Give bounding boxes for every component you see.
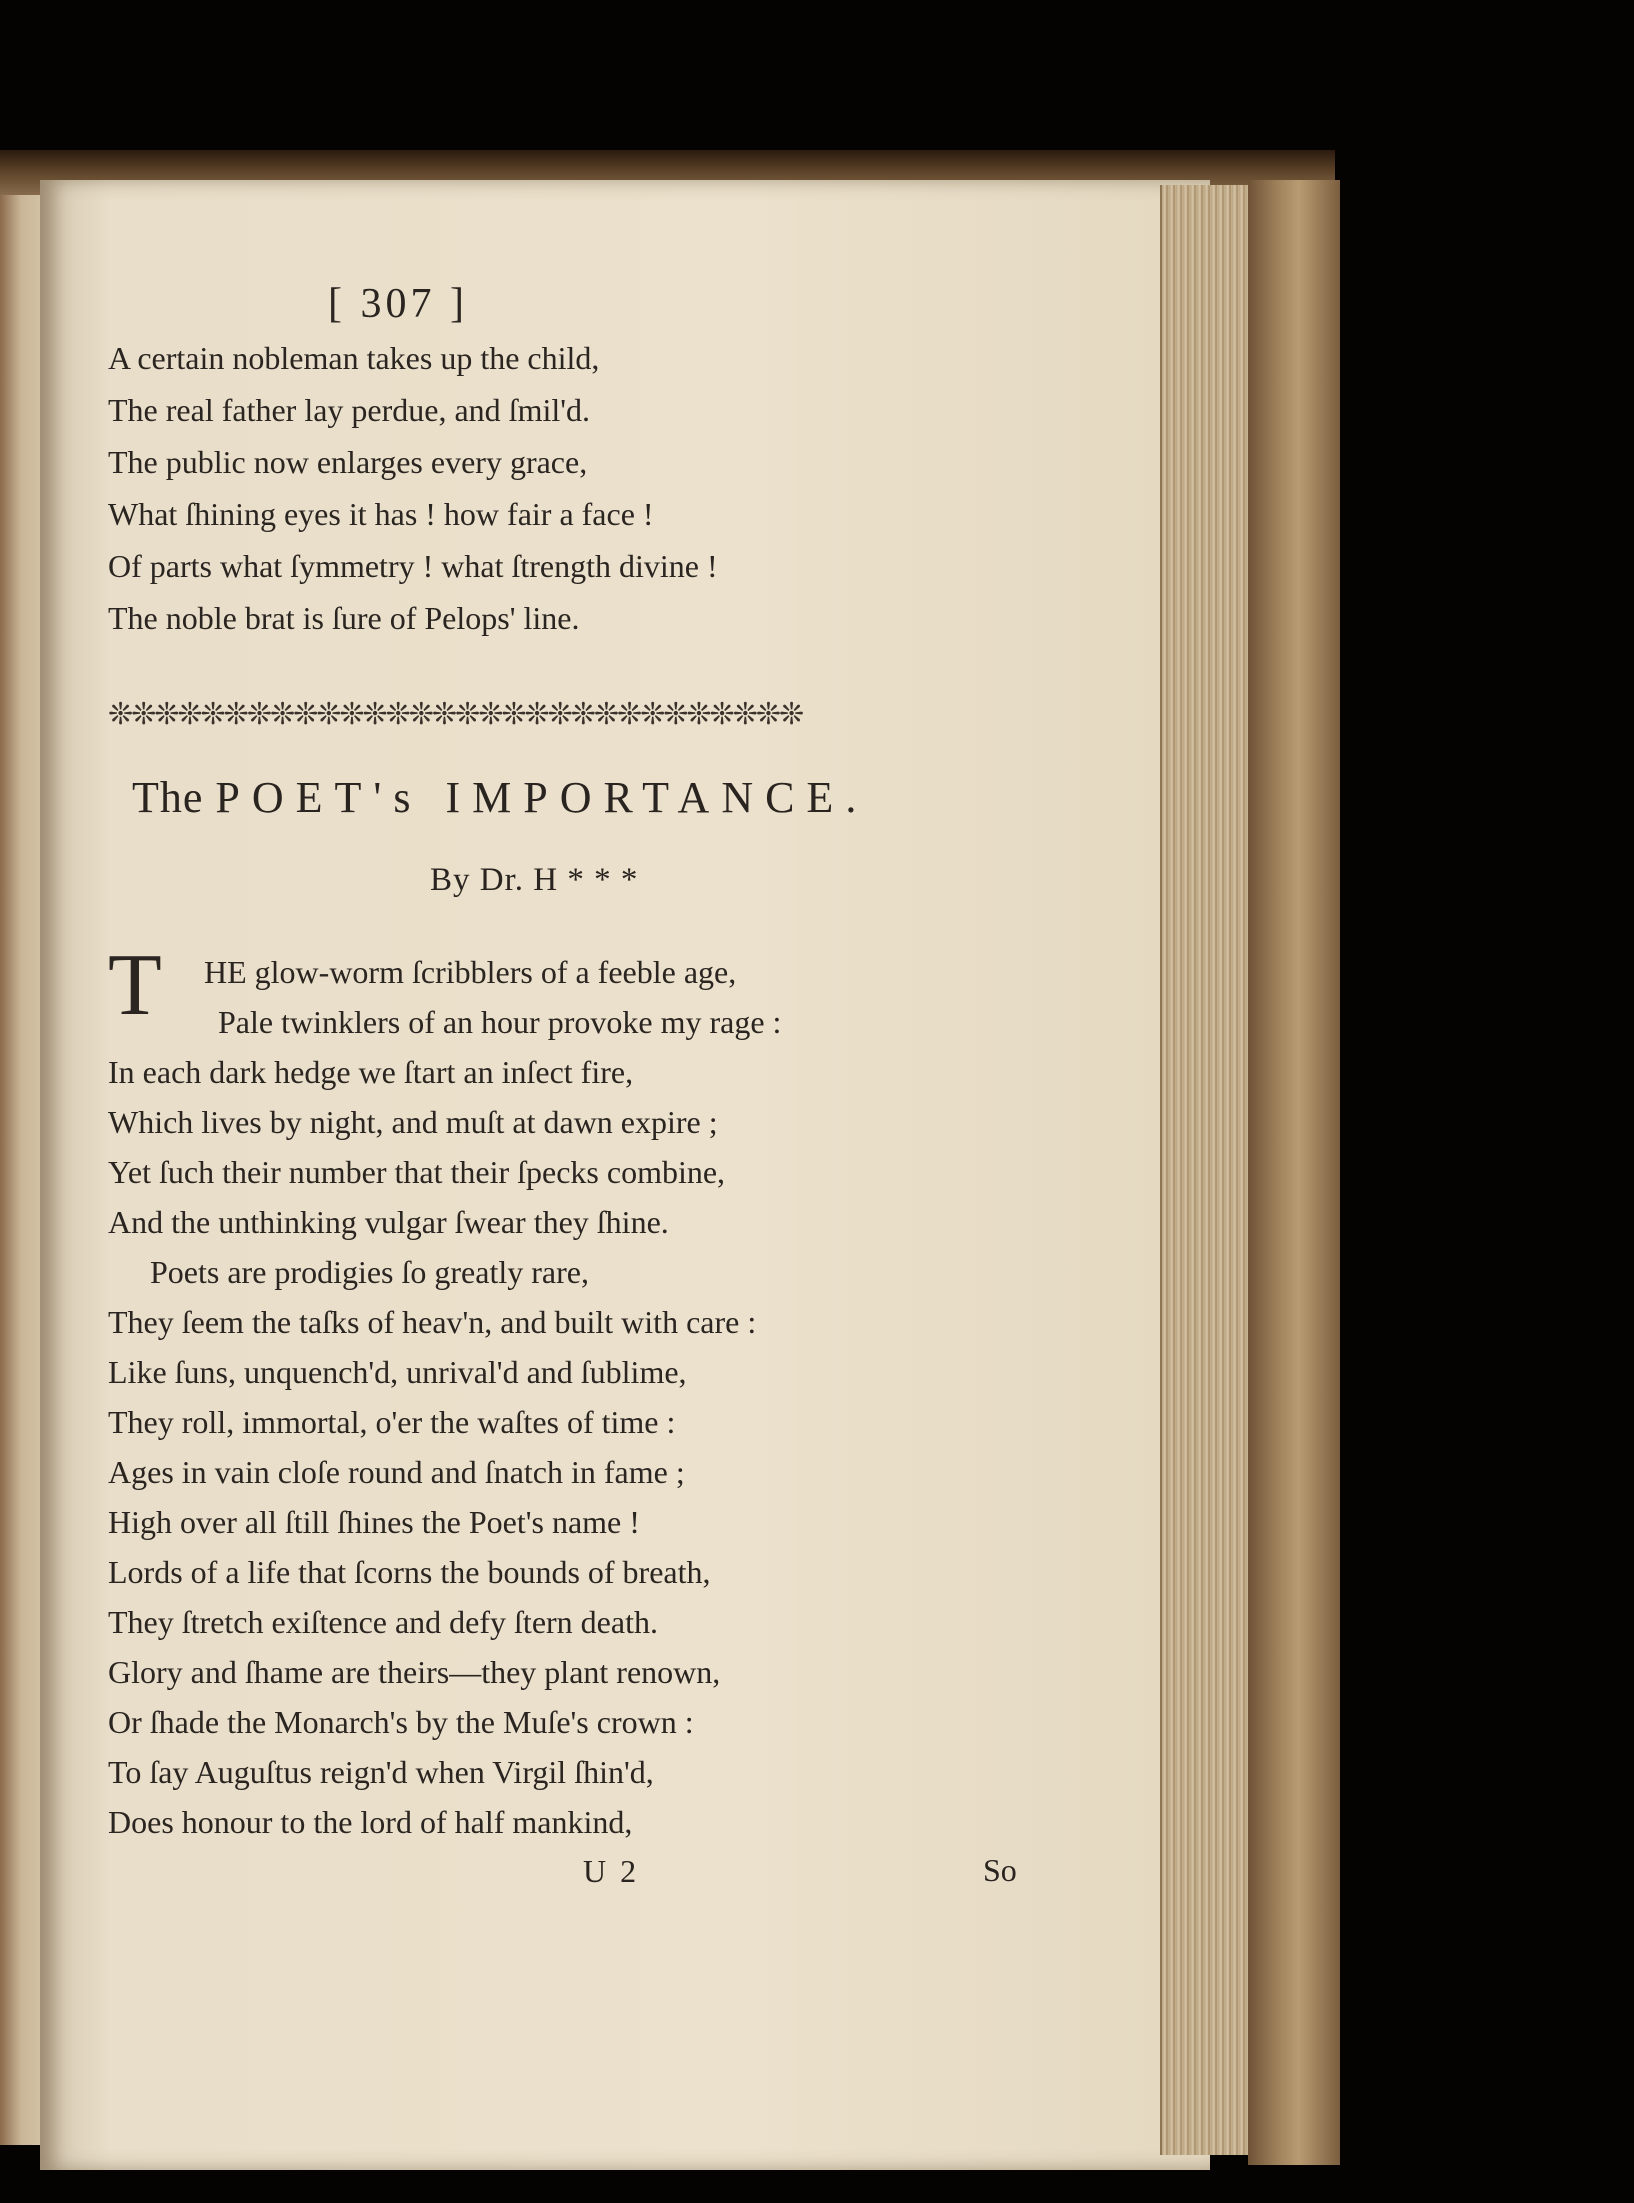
verse-line: What ſhining eyes it has ! how fair a face ! [108,496,654,532]
poem-title-caps: POET's IMPORTANCE. [215,773,869,822]
page-number-header: [ 307 ] [328,281,468,327]
verse-line-first: HE glow-worm ſcribblers of a feeble age, [204,954,737,990]
verse-line: Does honour to the lord of half mankind, [108,1804,633,1840]
verse-line: Like ſuns, unquench'd, unrival'd and ſublime, [108,1354,687,1390]
verse-line: The noble brat is ſure of Pelops' line. [108,600,580,636]
ornament-divider: ❊❊❊❊❊❊❊❊❊❊❊❊❊❊❊❊❊❊❊❊❊❊❊❊❊❊❊❊❊❊ [108,698,803,731]
verse-line: Poets are prodigies ſo greatly rare, [150,1254,589,1290]
verse-line: In each dark hedge we ſtart an inſect fire, [108,1054,634,1090]
verse-line: They ſtretch exiſtence and defy ſtern death. [108,1604,658,1640]
page-edges [1160,185,1252,2155]
signature-mark: U 2 [583,1853,640,1889]
verse-line: They roll, immortal, o'er the waſtes of time : [108,1404,676,1440]
poem-title [132,772,868,823]
poem-title-lead: The [132,773,204,822]
verse-line: Yet ſuch their number that their ſpecks combine, [108,1154,726,1190]
verse-line: They ſeem the taſks of heav'n, and built with care : [108,1304,757,1340]
drop-cap: T [108,937,162,1034]
verse-line: Which lives by night, and muſt at dawn expire ; [108,1104,718,1140]
verse-line: High over all ſtill ſhines the Poet's name ! [108,1504,640,1540]
verse-line: The public now enlarges every grace, [108,444,588,480]
poem-byline: By Dr. H * * * [430,862,639,898]
verse-line: Lords of a life that ſcorns the bounds of breath, [108,1554,711,1590]
verse-line: Of parts what ſymmetry ! what ſtrength divine ! [108,548,718,584]
book-page [40,180,1210,2170]
verse-line: To ſay Auguſtus reign'd when Virgil ſhin'd, [108,1754,654,1790]
verse-line: The real father lay perdue, and ſmil'd. [108,392,590,428]
book-cover-right [1248,180,1340,2165]
verse-line: And the unthinking vulgar ſwear they ſhine. [108,1204,669,1240]
verse-line: Pale twinklers of an hour provoke my rage : [218,1004,782,1040]
verse-line: Ages in vain cloſe round and ſnatch in fame ; [108,1454,685,1490]
verse-line: Or ſhade the Monarch's by the Muſe's crown : [108,1704,694,1740]
verse-line: A certain nobleman takes up the child, [108,340,600,376]
catchword: So [983,1852,1017,1888]
verse-line: Glory and ſhame are theirs—they plant renown, [108,1654,721,1690]
